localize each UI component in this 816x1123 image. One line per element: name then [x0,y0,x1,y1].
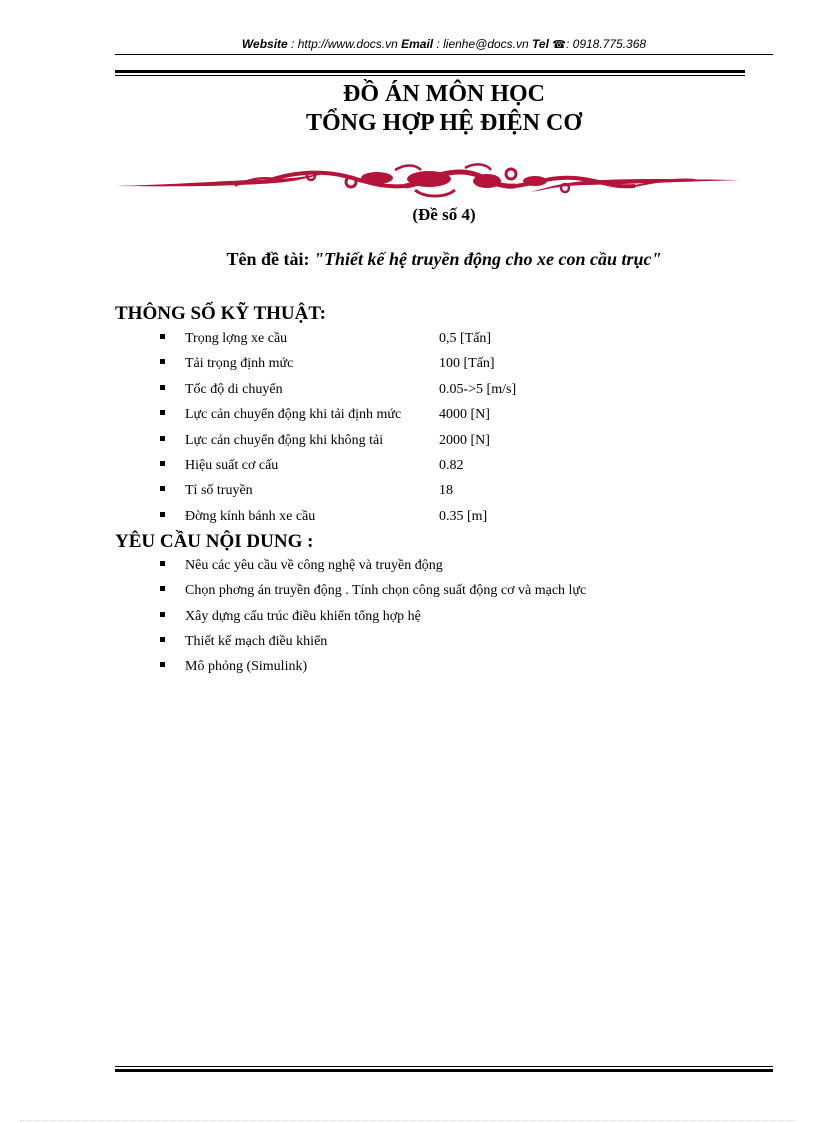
topic-line [115,247,773,271]
requirement-text: Mô phỏng (Simulink) [185,659,308,675]
spec-value: 0.35 [m] [439,508,488,524]
spec-label: Lực cản chuyển động khi không tải [185,432,384,448]
spec-label: Tốc độ di chuyển [185,381,283,397]
tel-label: Tel [532,37,549,51]
bullet-icon [160,662,165,667]
requirement-text: Nêu các yêu cầu về công nghệ và truyền động [185,558,443,573]
spec-label: Trọng lợng xe cầu [185,331,288,346]
title-rule [115,70,745,76]
bullet-icon [160,461,165,466]
spec-value: 18 [439,483,453,499]
topic-value: "Thiết kế hệ truyền động cho xe con cầu trục" [314,249,662,269]
bullet-icon [160,561,165,566]
spec-value: 2000 [N] [439,432,490,448]
page-bottom-border [20,1120,796,1121]
spec-value: 0,5 [Tấn] [439,331,492,346]
document-title-line-2: TỔNG HỢP HỆ ĐIỆN CƠ [305,110,583,136]
bullet-icon [160,410,165,415]
topic-label: Tên đề tài: [226,249,314,269]
page-header [115,34,773,54]
requirement-text: Chọn phơng án truyền động . Tính chọn công suất động cơ và mạch lực [185,583,587,599]
bullet-icon [160,586,165,591]
email-value: : lienhe@docs.vn [433,37,533,51]
bullet-icon [160,637,165,642]
exam-number: (Đề số 4) [412,205,476,224]
website-label: Website [241,37,288,51]
spec-value: 4000 [N] [439,407,490,423]
bullet-icon [160,334,165,339]
footer-rule [115,1066,773,1072]
spec-label: Tỉ số truyền [185,483,253,499]
requirements-heading: YÊU CẦU NỘI DUNG : [115,531,314,552]
bullet-icon [160,612,165,617]
spec-label: Tải trọng định mức [185,356,294,372]
spec-value: 100 [Tấn] [439,356,495,372]
tel-value: : 0918.775.368 [565,37,647,51]
bullet-icon [160,512,165,517]
spec-value: 0.82 [439,457,464,473]
phone-icon: ☎ [552,39,566,51]
email-label: Email [401,37,434,51]
specs-heading: THÔNG SỐ KỸ THUẬT: [115,303,326,324]
bullet-icon [160,359,165,364]
ornament-divider [115,160,743,202]
requirement-text: Thiết kế mạch điều khiển [185,633,328,649]
header-divider [115,54,773,55]
website-value: : http://www.docs.vn [287,37,402,51]
spec-label: Đờng kính bánh xe cầu [185,508,316,524]
bullet-icon [160,486,165,491]
bullet-icon [160,436,165,441]
spec-value: 0.05->5 [m/s] [439,381,517,397]
document-title-line-1: ĐỒ ÁN MÔN HỌC [343,81,545,107]
spec-label: Lực cản chuyển động khi tải định mức [185,407,402,423]
bullet-icon [160,385,165,390]
requirement-text: Xây dựng cấu trúc điều khiển tổng hợp hệ [185,608,421,624]
spec-label: Hiệu suất cơ cấu [185,457,279,473]
